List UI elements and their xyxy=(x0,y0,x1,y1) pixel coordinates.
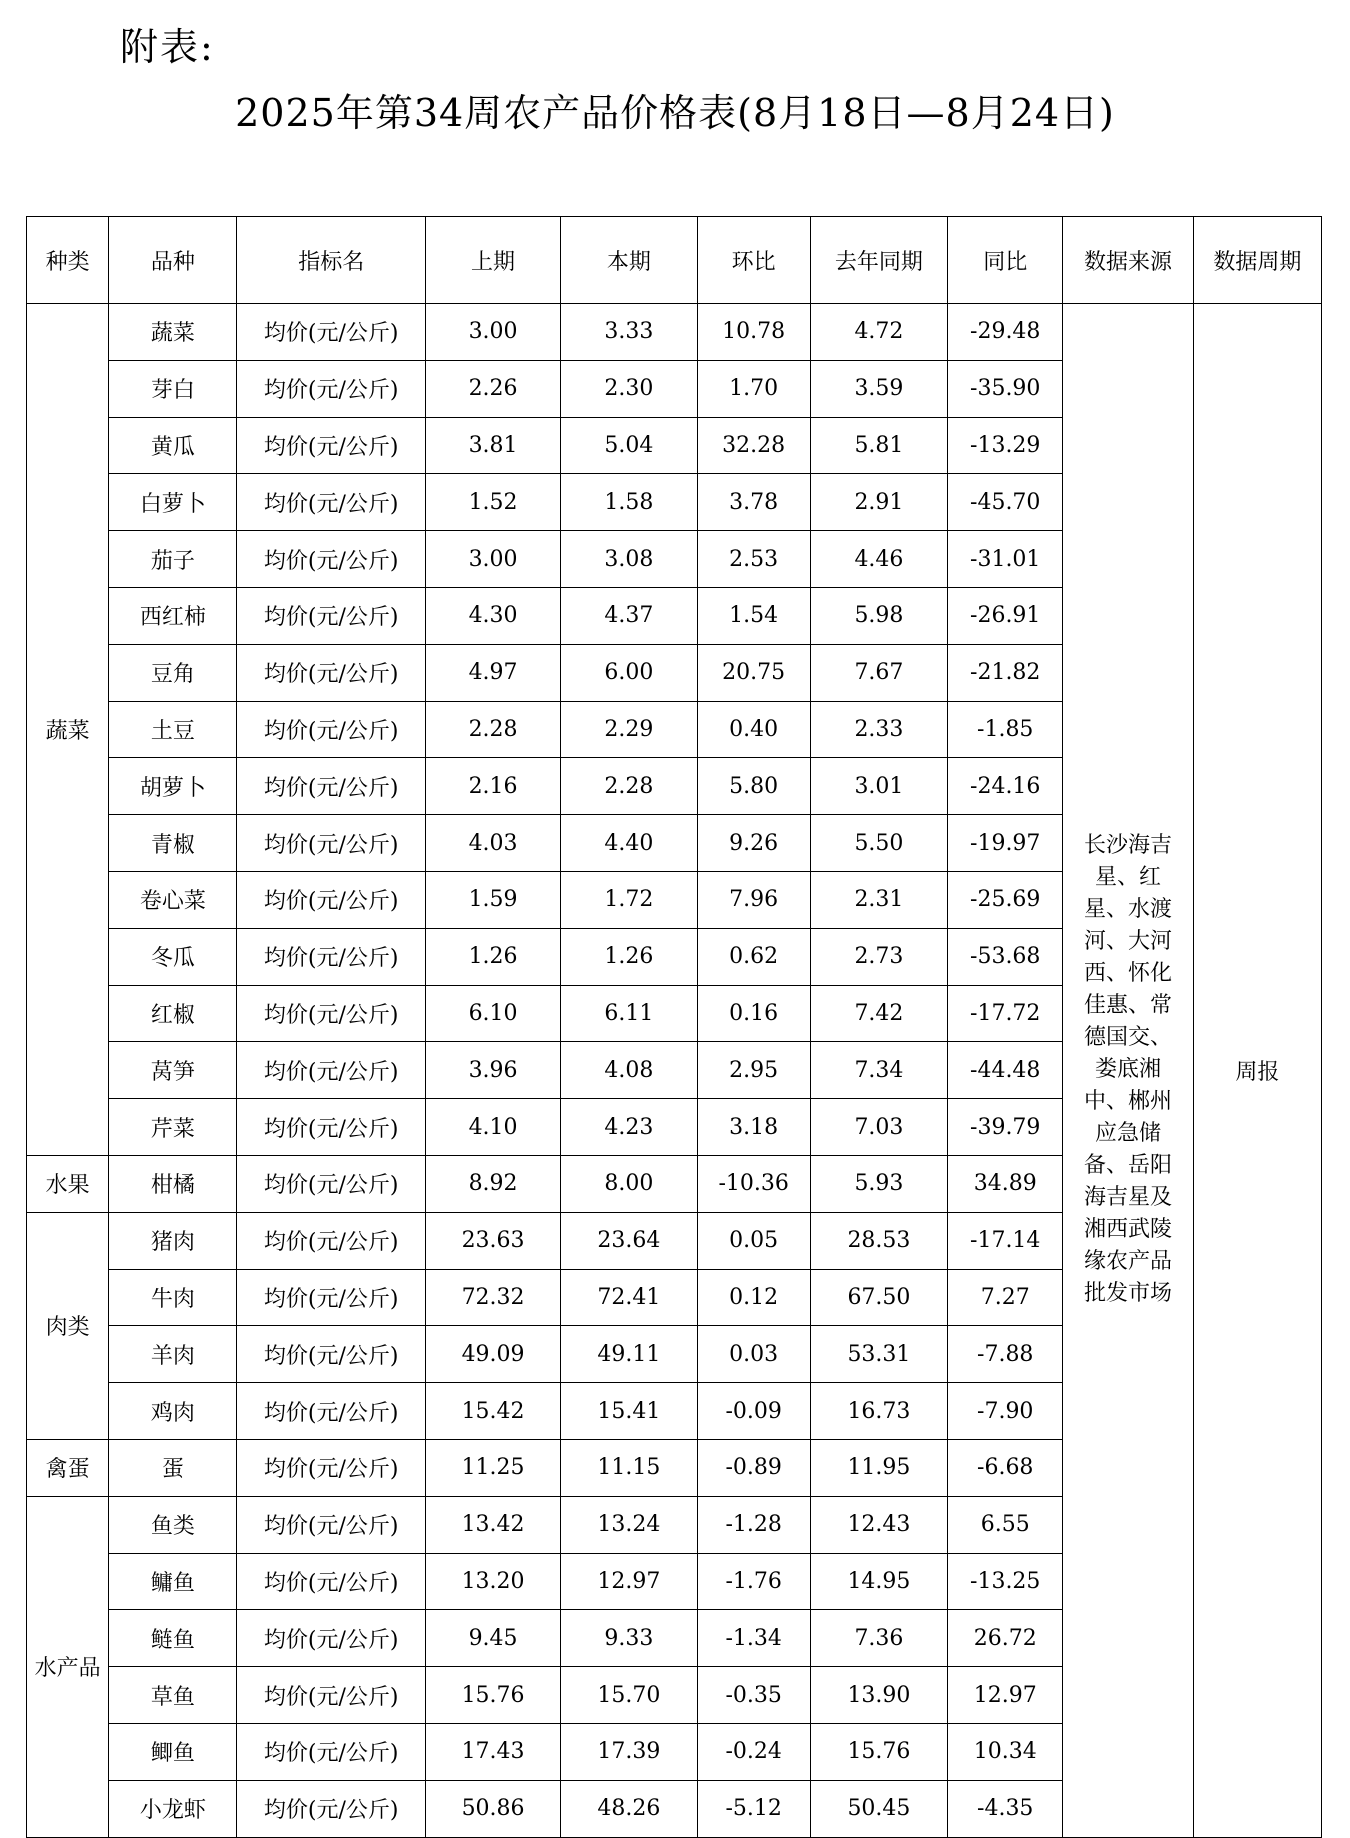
last-year-price-cell: 5.81 xyxy=(810,417,947,474)
yoy-change-cell: 6.55 xyxy=(948,1496,1063,1553)
curr-price-cell: 72.41 xyxy=(561,1269,697,1326)
prev-price-cell: 1.59 xyxy=(425,871,560,928)
prev-price-cell: 4.03 xyxy=(425,815,560,872)
yoy-change-cell: 12.97 xyxy=(948,1667,1063,1724)
prev-price-cell: 8.92 xyxy=(425,1155,560,1212)
last-year-price-cell: 5.50 xyxy=(810,815,947,872)
last-year-price-cell: 2.31 xyxy=(810,871,947,928)
prev-price-cell: 2.16 xyxy=(425,758,560,815)
mom-change-cell: -1.76 xyxy=(697,1553,810,1610)
yoy-change-cell: 26.72 xyxy=(948,1610,1063,1667)
mom-change-cell: -0.35 xyxy=(697,1667,810,1724)
curr-price-cell: 23.64 xyxy=(561,1212,697,1269)
variety-cell: 蛋 xyxy=(109,1439,237,1496)
variety-cell: 豆角 xyxy=(109,644,237,701)
prev-price-cell: 49.09 xyxy=(425,1326,560,1383)
prev-price-cell: 2.28 xyxy=(425,701,560,758)
category-cell: 禽蛋 xyxy=(27,1439,109,1496)
indicator-cell: 均价(元/公斤) xyxy=(237,360,425,417)
prev-price-cell: 50.86 xyxy=(425,1780,560,1837)
last-year-price-cell: 11.95 xyxy=(810,1439,947,1496)
prev-price-cell: 3.00 xyxy=(425,531,560,588)
last-year-price-cell: 16.73 xyxy=(810,1383,947,1440)
curr-price-cell: 48.26 xyxy=(561,1780,697,1837)
curr-price-cell: 15.70 xyxy=(561,1667,697,1724)
variety-cell: 黄瓜 xyxy=(109,417,237,474)
indicator-cell: 均价(元/公斤) xyxy=(237,1610,425,1667)
mom-change-cell: -1.34 xyxy=(697,1610,810,1667)
mom-change-cell: 1.70 xyxy=(697,360,810,417)
header-indicator: 指标名 xyxy=(237,217,425,304)
prev-price-cell: 1.52 xyxy=(425,474,560,531)
indicator-cell: 均价(元/公斤) xyxy=(237,1042,425,1099)
curr-price-cell: 12.97 xyxy=(561,1553,697,1610)
prev-price-cell: 23.63 xyxy=(425,1212,560,1269)
curr-price-cell: 8.00 xyxy=(561,1155,697,1212)
indicator-cell: 均价(元/公斤) xyxy=(237,1383,425,1440)
variety-cell: 胡萝卜 xyxy=(109,758,237,815)
yoy-change-cell: 7.27 xyxy=(948,1269,1063,1326)
prev-price-cell: 15.76 xyxy=(425,1667,560,1724)
yoy-change-cell: -17.72 xyxy=(948,985,1063,1042)
indicator-cell: 均价(元/公斤) xyxy=(237,1212,425,1269)
last-year-price-cell: 28.53 xyxy=(810,1212,947,1269)
indicator-cell: 均价(元/公斤) xyxy=(237,1667,425,1724)
header-row xyxy=(27,217,1322,304)
prev-price-cell: 3.00 xyxy=(425,304,560,361)
prev-price-cell: 11.25 xyxy=(425,1439,560,1496)
variety-cell: 卷心菜 xyxy=(109,871,237,928)
curr-price-cell: 1.72 xyxy=(561,871,697,928)
variety-cell: 鱼类 xyxy=(109,1496,237,1553)
variety-cell: 鳙鱼 xyxy=(109,1553,237,1610)
indicator-cell: 均价(元/公斤) xyxy=(237,758,425,815)
yoy-change-cell: -26.91 xyxy=(948,587,1063,644)
mom-change-cell: 3.78 xyxy=(697,474,810,531)
prev-price-cell: 4.97 xyxy=(425,644,560,701)
yoy-change-cell: -35.90 xyxy=(948,360,1063,417)
indicator-cell: 均价(元/公斤) xyxy=(237,1099,425,1156)
indicator-cell: 均价(元/公斤) xyxy=(237,1269,425,1326)
yoy-change-cell: -29.48 xyxy=(948,304,1063,361)
price-table xyxy=(26,216,1322,1838)
variety-cell: 红椒 xyxy=(109,985,237,1042)
prev-price-cell: 1.26 xyxy=(425,928,560,985)
last-year-price-cell: 4.46 xyxy=(810,531,947,588)
header-prev: 上期 xyxy=(425,217,560,304)
mom-change-cell: -0.24 xyxy=(697,1723,810,1780)
header-category: 种类 xyxy=(27,217,109,304)
variety-cell: 蔬菜 xyxy=(109,304,237,361)
indicator-cell: 均价(元/公斤) xyxy=(237,1155,425,1212)
yoy-change-cell: -53.68 xyxy=(948,928,1063,985)
curr-price-cell: 11.15 xyxy=(561,1439,697,1496)
header-source: 数据来源 xyxy=(1063,217,1193,304)
variety-cell: 牛肉 xyxy=(109,1269,237,1326)
indicator-cell: 均价(元/公斤) xyxy=(237,417,425,474)
mom-change-cell: 0.12 xyxy=(697,1269,810,1326)
last-year-price-cell: 12.43 xyxy=(810,1496,947,1553)
yoy-change-cell: 34.89 xyxy=(948,1155,1063,1212)
mom-change-cell: 0.40 xyxy=(697,701,810,758)
indicator-cell: 均价(元/公斤) xyxy=(237,871,425,928)
yoy-change-cell: -6.68 xyxy=(948,1439,1063,1496)
mom-change-cell: -10.36 xyxy=(697,1155,810,1212)
curr-price-cell: 6.00 xyxy=(561,644,697,701)
mom-change-cell: 2.95 xyxy=(697,1042,810,1099)
last-year-price-cell: 67.50 xyxy=(810,1269,947,1326)
curr-price-cell: 4.23 xyxy=(561,1099,697,1156)
yoy-change-cell: -13.29 xyxy=(948,417,1063,474)
yoy-change-cell: -7.88 xyxy=(948,1326,1063,1383)
indicator-cell: 均价(元/公斤) xyxy=(237,531,425,588)
yoy-change-cell: -25.69 xyxy=(948,871,1063,928)
mom-change-cell: 7.96 xyxy=(697,871,810,928)
mom-change-cell: 5.80 xyxy=(697,758,810,815)
last-year-price-cell: 5.93 xyxy=(810,1155,947,1212)
header-variety: 品种 xyxy=(109,217,237,304)
curr-price-cell: 6.11 xyxy=(561,985,697,1042)
prev-price-cell: 6.10 xyxy=(425,985,560,1042)
yoy-change-cell: -13.25 xyxy=(948,1553,1063,1610)
curr-price-cell: 15.41 xyxy=(561,1383,697,1440)
variety-cell: 莴笋 xyxy=(109,1042,237,1099)
last-year-price-cell: 7.34 xyxy=(810,1042,947,1099)
curr-price-cell: 2.29 xyxy=(561,701,697,758)
yoy-change-cell: -44.48 xyxy=(948,1042,1063,1099)
page-title: 2025年第34周农产品价格表(8月18日—8月24日) xyxy=(235,91,1115,135)
yoy-change-cell: -31.01 xyxy=(948,531,1063,588)
curr-price-cell: 17.39 xyxy=(561,1723,697,1780)
mom-change-cell: -0.09 xyxy=(697,1383,810,1440)
variety-cell: 小龙虾 xyxy=(109,1780,237,1837)
last-year-price-cell: 3.01 xyxy=(810,758,947,815)
yoy-change-cell: -7.90 xyxy=(948,1383,1063,1440)
yoy-change-cell: -1.85 xyxy=(948,701,1063,758)
variety-cell: 土豆 xyxy=(109,701,237,758)
prev-price-cell: 13.42 xyxy=(425,1496,560,1553)
header-mom: 环比 xyxy=(697,217,810,304)
prev-price-cell: 3.96 xyxy=(425,1042,560,1099)
data-period-cell: 周报 xyxy=(1193,304,1321,1838)
indicator-cell: 均价(元/公斤) xyxy=(237,985,425,1042)
variety-cell: 鸡肉 xyxy=(109,1383,237,1440)
curr-price-cell: 3.08 xyxy=(561,531,697,588)
prev-price-cell: 3.81 xyxy=(425,417,560,474)
mom-change-cell: 0.03 xyxy=(697,1326,810,1383)
curr-price-cell: 4.08 xyxy=(561,1042,697,1099)
prev-price-cell: 13.20 xyxy=(425,1553,560,1610)
prev-price-cell: 4.10 xyxy=(425,1099,560,1156)
yoy-change-cell: 10.34 xyxy=(948,1723,1063,1780)
indicator-cell: 均价(元/公斤) xyxy=(237,304,425,361)
last-year-price-cell: 53.31 xyxy=(810,1326,947,1383)
curr-price-cell: 9.33 xyxy=(561,1610,697,1667)
variety-cell: 冬瓜 xyxy=(109,928,237,985)
table-row xyxy=(27,304,1322,361)
mom-change-cell: 0.05 xyxy=(697,1212,810,1269)
last-year-price-cell: 4.72 xyxy=(810,304,947,361)
indicator-cell: 均价(元/公斤) xyxy=(237,1439,425,1496)
curr-price-cell: 3.33 xyxy=(561,304,697,361)
indicator-cell: 均价(元/公斤) xyxy=(237,1496,425,1553)
last-year-price-cell: 2.91 xyxy=(810,474,947,531)
data-source-cell: 长沙海吉星、红星、水渡河、大河西、怀化佳惠、常德国交、娄底湘中、郴州应急储备、岳阳海吉星及湘西武陵缘农产品批发市场 xyxy=(1063,304,1193,1838)
indicator-cell: 均价(元/公斤) xyxy=(237,587,425,644)
variety-cell: 鲢鱼 xyxy=(109,1610,237,1667)
variety-cell: 白萝卜 xyxy=(109,474,237,531)
last-year-price-cell: 7.03 xyxy=(810,1099,947,1156)
mom-change-cell: 32.28 xyxy=(697,417,810,474)
yoy-change-cell: -17.14 xyxy=(948,1212,1063,1269)
header-last-year: 去年同期 xyxy=(810,217,947,304)
header-period: 数据周期 xyxy=(1193,217,1321,304)
last-year-price-cell: 50.45 xyxy=(810,1780,947,1837)
last-year-price-cell: 7.36 xyxy=(810,1610,947,1667)
indicator-cell: 均价(元/公斤) xyxy=(237,1326,425,1383)
mom-change-cell: -0.89 xyxy=(697,1439,810,1496)
variety-cell: 青椒 xyxy=(109,815,237,872)
prev-price-cell: 9.45 xyxy=(425,1610,560,1667)
indicator-cell: 均价(元/公斤) xyxy=(237,644,425,701)
variety-cell: 猪肉 xyxy=(109,1212,237,1269)
yoy-change-cell: -24.16 xyxy=(948,758,1063,815)
yoy-change-cell: -4.35 xyxy=(948,1780,1063,1837)
last-year-price-cell: 2.73 xyxy=(810,928,947,985)
last-year-price-cell: 7.42 xyxy=(810,985,947,1042)
last-year-price-cell: 7.67 xyxy=(810,644,947,701)
curr-price-cell: 5.04 xyxy=(561,417,697,474)
last-year-price-cell: 13.90 xyxy=(810,1667,947,1724)
variety-cell: 羊肉 xyxy=(109,1326,237,1383)
variety-cell: 西红柿 xyxy=(109,587,237,644)
mom-change-cell: 10.78 xyxy=(697,304,810,361)
mom-change-cell: 3.18 xyxy=(697,1099,810,1156)
category-cell: 蔬菜 xyxy=(27,304,109,1156)
prev-price-cell: 72.32 xyxy=(425,1269,560,1326)
prev-price-cell: 4.30 xyxy=(425,587,560,644)
curr-price-cell: 49.11 xyxy=(561,1326,697,1383)
mom-change-cell: -1.28 xyxy=(697,1496,810,1553)
mom-change-cell: 1.54 xyxy=(697,587,810,644)
indicator-cell: 均价(元/公斤) xyxy=(237,815,425,872)
header-yoy: 同比 xyxy=(948,217,1063,304)
last-year-price-cell: 5.98 xyxy=(810,587,947,644)
curr-price-cell: 1.26 xyxy=(561,928,697,985)
last-year-price-cell: 3.59 xyxy=(810,360,947,417)
indicator-cell: 均价(元/公斤) xyxy=(237,1780,425,1837)
mom-change-cell: 0.62 xyxy=(697,928,810,985)
variety-cell: 芹菜 xyxy=(109,1099,237,1156)
header-curr: 本期 xyxy=(561,217,697,304)
mom-change-cell: 0.16 xyxy=(697,985,810,1042)
yoy-change-cell: -19.97 xyxy=(948,815,1063,872)
prev-price-cell: 17.43 xyxy=(425,1723,560,1780)
curr-price-cell: 1.58 xyxy=(561,474,697,531)
attachment-label: 附表: xyxy=(120,25,215,69)
indicator-cell: 均价(元/公斤) xyxy=(237,1553,425,1610)
category-cell: 肉类 xyxy=(27,1212,109,1439)
prev-price-cell: 2.26 xyxy=(425,360,560,417)
curr-price-cell: 4.37 xyxy=(561,587,697,644)
last-year-price-cell: 2.33 xyxy=(810,701,947,758)
yoy-change-cell: -39.79 xyxy=(948,1099,1063,1156)
curr-price-cell: 2.28 xyxy=(561,758,697,815)
indicator-cell: 均价(元/公斤) xyxy=(237,701,425,758)
indicator-cell: 均价(元/公斤) xyxy=(237,928,425,985)
indicator-cell: 均价(元/公斤) xyxy=(237,1723,425,1780)
variety-cell: 鲫鱼 xyxy=(109,1723,237,1780)
last-year-price-cell: 15.76 xyxy=(810,1723,947,1780)
mom-change-cell: 9.26 xyxy=(697,815,810,872)
mom-change-cell: 2.53 xyxy=(697,531,810,588)
last-year-price-cell: 14.95 xyxy=(810,1553,947,1610)
curr-price-cell: 2.30 xyxy=(561,360,697,417)
prev-price-cell: 15.42 xyxy=(425,1383,560,1440)
category-cell: 水果 xyxy=(27,1155,109,1212)
mom-change-cell: 20.75 xyxy=(697,644,810,701)
yoy-change-cell: -45.70 xyxy=(948,474,1063,531)
category-cell: 水产品 xyxy=(27,1496,109,1837)
curr-price-cell: 13.24 xyxy=(561,1496,697,1553)
variety-cell: 柑橘 xyxy=(109,1155,237,1212)
variety-cell: 草鱼 xyxy=(109,1667,237,1724)
variety-cell: 芽白 xyxy=(109,360,237,417)
indicator-cell: 均价(元/公斤) xyxy=(237,474,425,531)
yoy-change-cell: -21.82 xyxy=(948,644,1063,701)
curr-price-cell: 4.40 xyxy=(561,815,697,872)
variety-cell: 茄子 xyxy=(109,531,237,588)
mom-change-cell: -5.12 xyxy=(697,1780,810,1837)
